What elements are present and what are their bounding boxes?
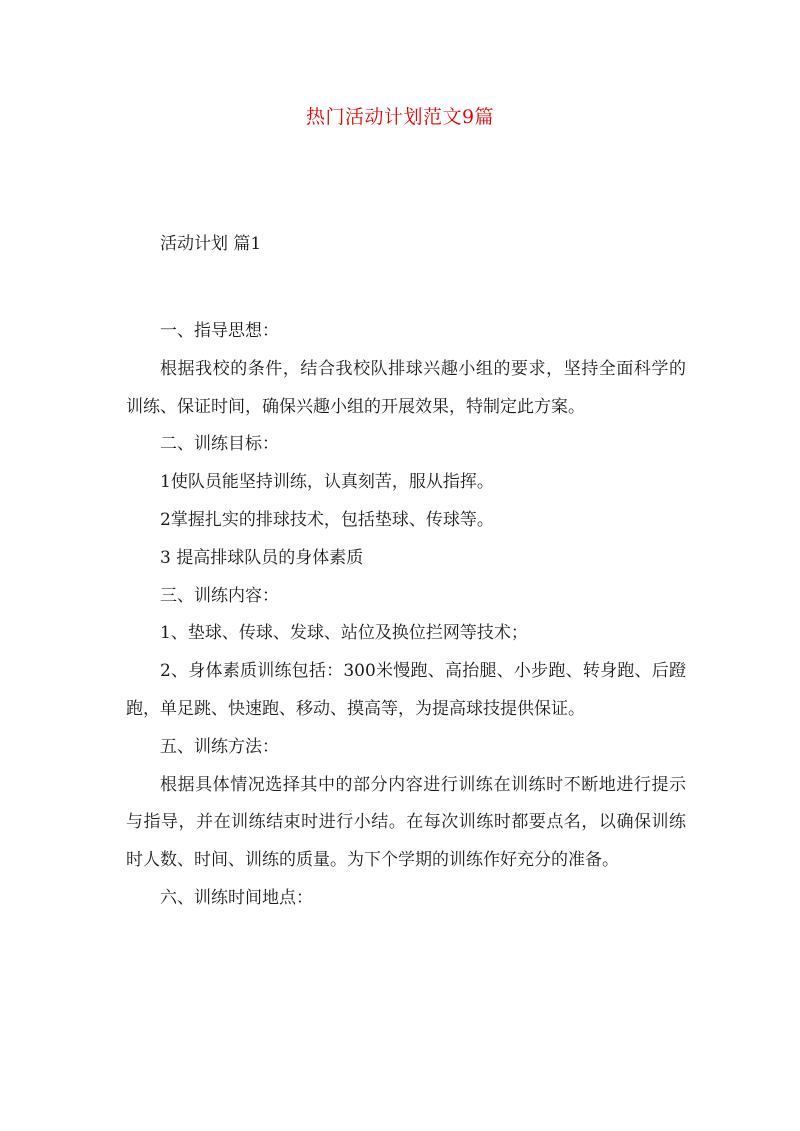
paragraph-content-2: 2、身体素质训练包括：300米慢跑、高抬腿、小步跑、转身跑、后蹬跑，单足跳、快速跑、移动、摸高等，为提高球技提供保证。 — [126, 661, 686, 719]
paragraph-guiding-thought: 根据我校的条件，结合我校队排球兴趣小组的要求，坚持全面科学的训练、保证时间，确保兴趣小组的开展效果，特制定此方案。 — [126, 358, 686, 417]
paragraph-training-method-heading: 五、训练方法： — [160, 736, 279, 757]
paragraph-goal-2: 2掌握扎实的排球技术，包括垫球、传球等。 — [160, 509, 494, 530]
paragraph-goal-1: 1使队员能坚持训练，认真刻苦，服从指挥。 — [160, 472, 494, 493]
paragraph-content-1: 1、垫球、传球、发球、站位及换位拦网等技术； — [160, 623, 528, 644]
paragraph-time-location-heading: 六、训练时间地点： — [160, 887, 313, 908]
document-title: 热门活动计划范文9篇 — [305, 106, 495, 128]
section-heading: 活动计划 篇1 — [160, 234, 262, 254]
paragraph-guiding-thought-heading: 一、指导思想： — [160, 321, 279, 341]
paragraph-training-method: 根据具体情况选择其中的部分内容进行训练在训练时不断地进行提示与指导，并在训练结束时进行小结。在每次训练时都要点名，以确保训练时人数、时间、训练的质量。为下个学期的训练作好充分的准备。 — [126, 774, 686, 871]
paragraph-training-content-heading: 三、训练内容： — [160, 585, 279, 606]
paragraph-training-goals-heading: 二、训练目标： — [160, 434, 279, 455]
document-body — [126, 313, 686, 918]
paragraph-goal-3: 3 提高排球队员的身体素质 — [160, 547, 364, 568]
